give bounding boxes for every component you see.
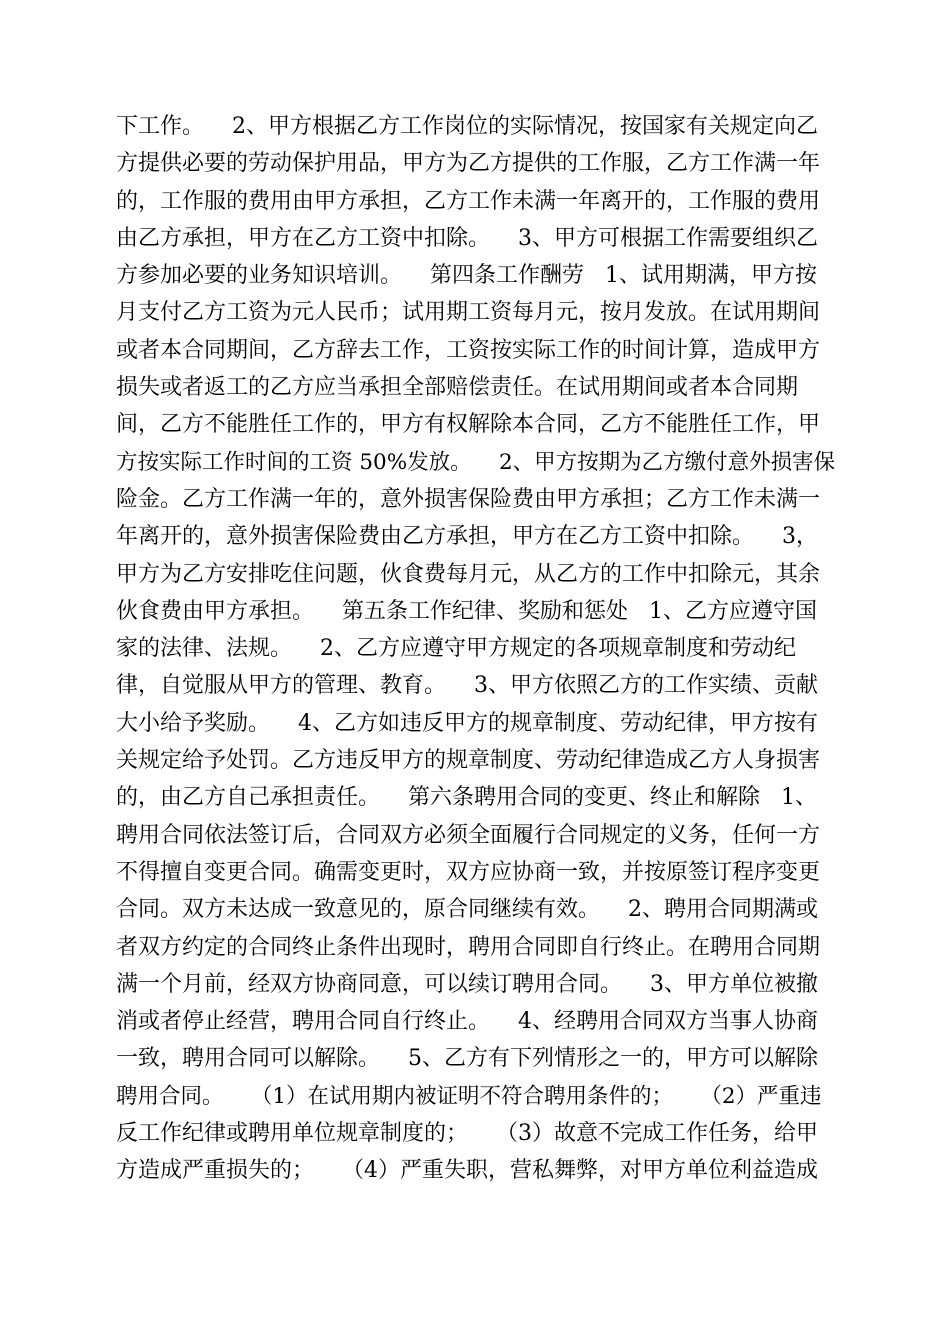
text-line: 一致，聘用合同可以解除。 5、乙方有下列情形之一的，甲方可以解除 (116, 1046, 818, 1072)
text-line: 家的法律、法规。 2、乙方应遵守甲方规定的各项规章制度和劳动纪 (116, 636, 796, 662)
text-line: 者双方约定的合同终止条件出现时，聘用合同即自行终止。在聘用合同期 (116, 934, 821, 960)
text-line: 月支付乙方工资为元人民币；试用期工资每月元，按月发放。在试用期间 (116, 300, 821, 326)
text-line: 损失或者返工的乙方应当承担全部赔偿责任。在试用期间或者本合同期 (116, 375, 799, 401)
text-line: 大小给予奖励。 4、乙方如违反甲方的规章制度、劳动纪律，甲方按有 (116, 710, 818, 736)
text-line: 律，自觉服从甲方的管理、教育。 3、甲方依照乙方的工作实绩、贡献 (116, 673, 818, 699)
text-line: 年离开的，意外损害保险费由乙方承担，甲方在乙方工资中扣除。 3， (116, 524, 818, 550)
text-line: 方造成严重损失的； （4）严重失职，营私舞弊，对甲方单位利益造成 (116, 1158, 818, 1184)
text-line: 或者本合同期间，乙方辞去工作，工资按实际工作的时间计算，造成甲方 (116, 337, 821, 363)
text-line: 甲方为乙方安排吃住问题，伙食费每月元，从乙方的工作中扣除元，其余 (116, 561, 821, 587)
text-line: 方参加必要的业务知识培训。 第四条工作酬劳 1、试用期满，甲方按 (116, 263, 817, 289)
text-line: 下工作。 2、甲方根据乙方工作岗位的实际情况，按国家有关规定向乙 (116, 114, 818, 139)
text-line: 聘用合同依法签订后，合同双方必须全面履行合同规定的义务，任何一方 (116, 822, 821, 848)
text-line: 消或者停止经营，聘用合同自行终止。 4、经聘用合同双方当事人协商 (116, 1009, 818, 1035)
text-line: 合同。双方未达成一致意见的，原合同继续有效。 2、聘用合同期满或 (116, 897, 818, 923)
contract-body-text (116, 108, 836, 1190)
text-line: 不得擅自变更合同。确需变更时，双方应协商一致，并按原签订程序变更 (116, 859, 821, 885)
text-line: 关规定给予处罚。乙方违反甲方的规章制度、劳动纪律造成乙方人身损害 (116, 748, 821, 774)
text-line: 方按实际工作时间的工资 50%发放。 2、甲方按期为乙方缴付意外损害保 (116, 449, 836, 475)
text-line: 间，乙方不能胜任工作的，甲方有权解除本合同，乙方不能胜任工作，甲 (116, 412, 821, 438)
text-line: 险金。乙方工作满一年的，意外损害保险费由甲方承担；乙方工作未满一 (116, 486, 821, 512)
text-line: 伙食费由甲方承担。 第五条工作纪律、奖励和惩处 1、乙方应遵守国 (116, 598, 817, 624)
text-line: 的，工作服的费用由甲方承担，乙方工作未满一年离开的，工作服的费用 (116, 188, 821, 214)
text-line: 由乙方承担，甲方在乙方工资中扣除。 3、甲方可根据工作需要组织乙 (116, 225, 818, 251)
text-line: 方提供必要的劳动保护用品，甲方为乙方提供的工作服，乙方工作满一年 (116, 151, 821, 177)
text-line: 反工作纪律或聘用单位规章制度的； （3）故意不完成工作任务，给甲 (116, 1121, 818, 1147)
text-line: 聘用合同。 （1）在试用期内被证明不符合聘用条件的； （2）严重违 (116, 1083, 822, 1109)
text-line: 满一个月前，经双方协商同意，可以续订聘用合同。 3、甲方单位被撤 (116, 971, 818, 997)
text-line: 的，由乙方自己承担责任。 第六条聘用合同的变更、终止和解除 1、 (116, 785, 817, 811)
